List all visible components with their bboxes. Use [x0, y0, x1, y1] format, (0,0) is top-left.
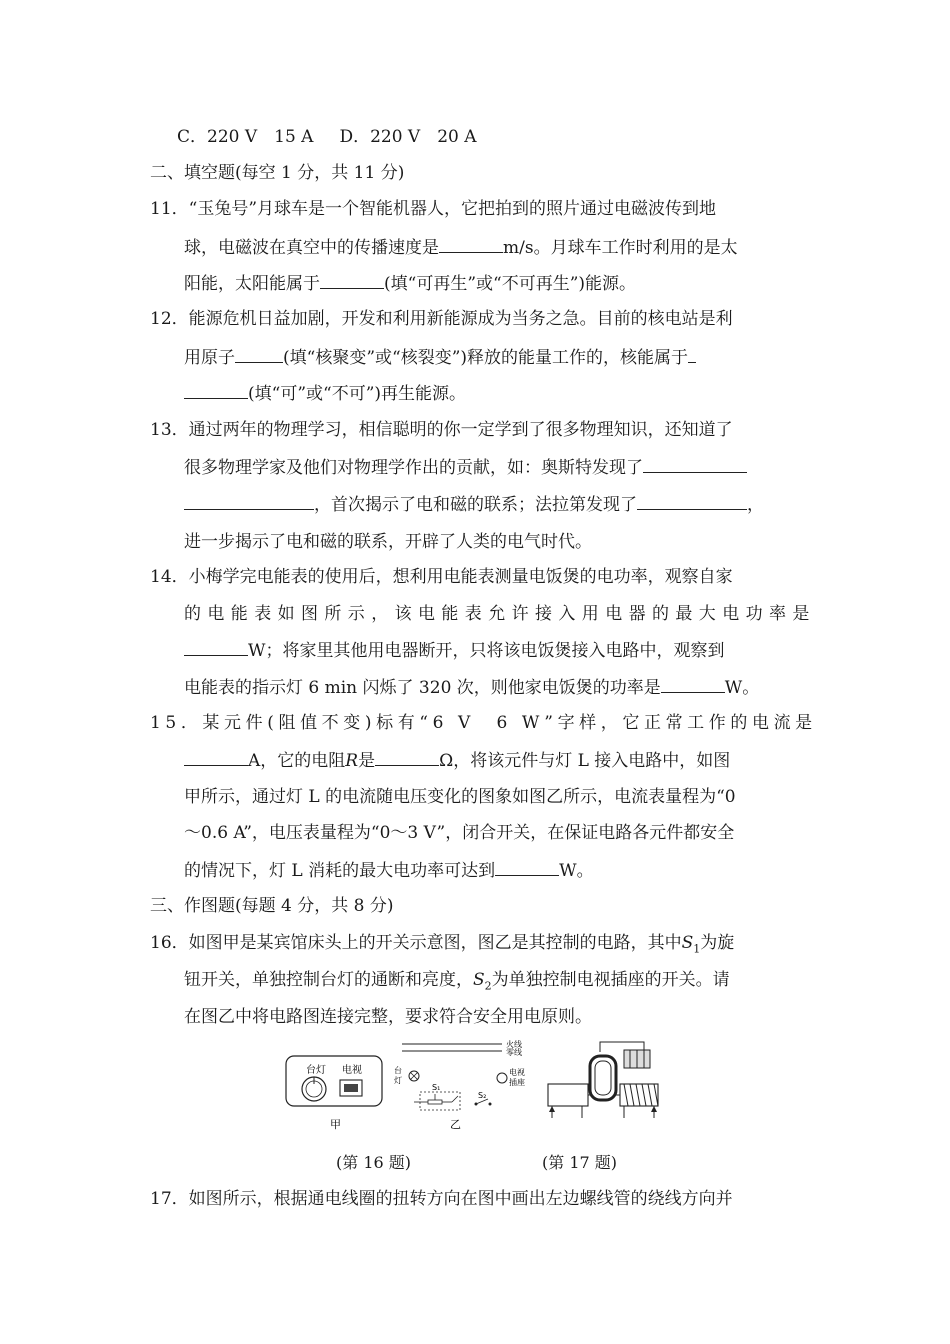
q11-line-2: 球，电磁波在真空中的传播速度是 m/s。月球车工作时利用的是太 [184, 235, 738, 260]
panel-tv-label: 电视 [342, 1065, 362, 1076]
option-line [177, 125, 477, 149]
option-c: C．220 V 15 A [177, 127, 314, 147]
zero-wire-label: 零线 [506, 1048, 522, 1057]
svg-text:插座: 插座 [509, 1078, 525, 1087]
svg-text:灯: 灯 [394, 1076, 402, 1085]
q15-line-1: 15．某元件(阻值不变)标有“6 V 6 W”字样，它正常工作的电流是 [150, 713, 817, 733]
answer-blank[interactable] [320, 271, 384, 289]
answer-blank[interactable] [439, 235, 503, 253]
q14-line-3: W；将家里其他用电器断开，只将该电饭煲接入电路中，观察到 [184, 638, 724, 663]
option-d: D．220 V 20 A [339, 127, 477, 147]
q16-line-2: 钮开关，单独控制台灯的通断和亮度，$S_2$为单独控制电视插座的开关。请 [184, 970, 730, 993]
svg-text:台: 台 [394, 1066, 402, 1075]
socket-icon [497, 1073, 507, 1083]
section-3-heading: 三、作图题(每题 4 分，共 8 分) [150, 896, 394, 916]
answer-blank[interactable] [184, 638, 248, 656]
figure-16-panel [284, 1042, 394, 1132]
q13-line-4: 进一步揭示了电和磁的联系，开辟了人类的电气时代。 [184, 532, 592, 552]
q13-line-2: 很多物理学家及他们对物理学作出的贡献，如：奥斯特发现了 [184, 455, 747, 480]
q12-line-1: 12．能源危机日益加剧，开发和利用新能源成为当务之急。目前的核电站是利 [150, 309, 733, 329]
caption-16: (第 16 题) [336, 1153, 412, 1172]
q17-line-1: 17．如图所示，根据通电线圈的扭转方向在图中画出左边螺线管的绕线方向并 [150, 1189, 733, 1209]
q11-line-1: 11．“玉兔号”月球车是一个智能机器人，它把拍到的照片通过电磁波传到地 [150, 199, 717, 219]
q15-line-2: A，它的电阻R是 Ω，将该元件与灯 L 接入电路中，如图 [184, 748, 730, 773]
rheostat-icon [428, 1100, 442, 1104]
q16-line-1: 16．如图甲是某宾馆床头上的开关示意图，图乙是其控制的电路，其中$S_1$为旋 [150, 933, 735, 956]
s1-label: S₁ [432, 1083, 441, 1092]
q15-line-3: 甲所示，通过灯 L 的电流随电压变化的图象如图乙所示，电流表量程为“0 [184, 787, 736, 807]
s2-label: S₂ [478, 1091, 487, 1100]
q15-line-5: 的情况下，灯 L 消耗的最大电功率可达到 W。 [184, 858, 594, 883]
section-2-heading: 二、填空题(每空 1 分，共 11 分) [150, 163, 405, 183]
answer-blank[interactable] [495, 858, 559, 876]
svg-text:电视: 电视 [509, 1068, 525, 1077]
answer-blank[interactable] [637, 492, 747, 510]
figure-17-coils [544, 1038, 664, 1128]
answer-blank[interactable] [184, 381, 248, 399]
figure-16-circuit [392, 1038, 532, 1134]
answer-blank[interactable] [688, 345, 696, 363]
answer-blank[interactable] [184, 748, 248, 766]
answer-blank[interactable] [661, 675, 725, 693]
caption-17: (第 17 题) [542, 1153, 618, 1172]
fire-wire-label: 火线 [506, 1040, 522, 1049]
coil-loop-icon [590, 1056, 616, 1100]
q14-line-1: 14．小梅学完电能表的使用后，想利用电能表测量电饭煲的电功率，观察自家 [150, 567, 733, 587]
fig-label-yi: 乙 [450, 1118, 461, 1131]
answer-blank[interactable] [643, 455, 747, 473]
answer-blank[interactable] [375, 748, 439, 766]
q13-line-1: 13．通过两年的物理学习，相信聪明的你一定学到了很多物理知识，还知道了 [150, 420, 733, 440]
q12-line-3: (填“可”或“不可”)再生能源。 [184, 381, 466, 406]
answer-blank[interactable] [235, 345, 283, 363]
q13-line-3: ，首次揭示了电和磁的联系；法拉第发现了 ， [184, 492, 764, 517]
q14-line-4: 电能表的指示灯 6 min 闪烁了 320 次，则他家电饭煲的功率是 W。 [184, 675, 759, 700]
q12-line-2: 用原子 (填“核聚变”或“核裂变”)释放的能量工作的，核能属于 [184, 345, 696, 370]
fig-label-jia: 甲 [330, 1118, 341, 1131]
panel-lamp-label: 台灯 [306, 1065, 326, 1076]
q16-line-3: 在图乙中将电路图连接完整，要求符合安全用电原则。 [184, 1007, 592, 1027]
left-solenoid [548, 1084, 588, 1106]
answer-blank[interactable] [184, 492, 314, 510]
q14-line-2: 的电能表如图所示，该电能表允许接入用电器的最大电功率是 [184, 604, 816, 624]
q11-line-3: 阳能，太阳能属于 (填“可再生”或“不可再生”)能源。 [184, 271, 636, 296]
q15-line-4: ～0.6 A”，电压表量程为“0～3 V”，闭合开关，在保证电路各元件都安全 [184, 823, 735, 843]
